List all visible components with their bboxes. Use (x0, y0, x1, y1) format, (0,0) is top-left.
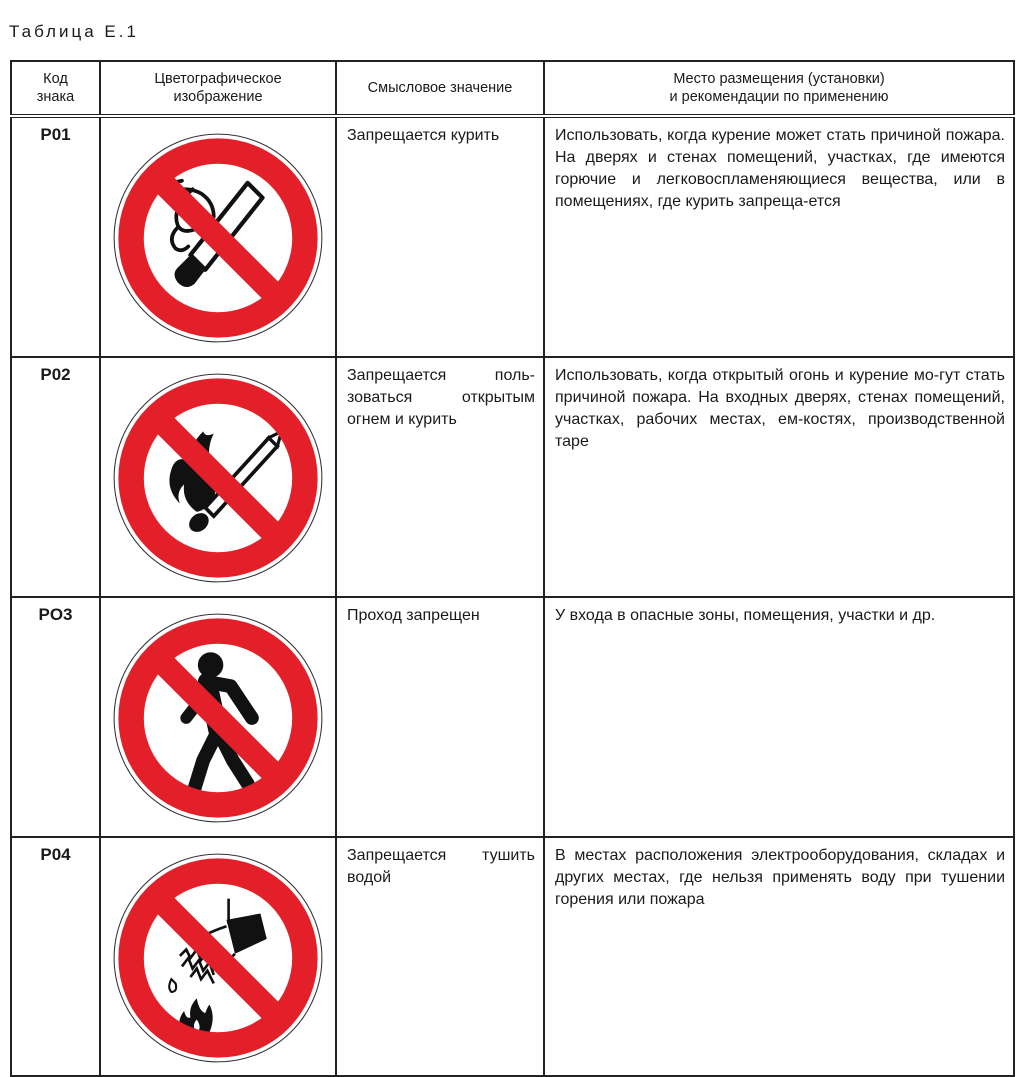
header-placement-line2: и рекомендации по применению (669, 89, 889, 105)
table-row (11, 357, 1014, 597)
sign-meaning: Проход запрещен (336, 597, 544, 837)
table-row (11, 597, 1014, 837)
sign-meaning: Запрещается курить (336, 116, 544, 357)
sign-placement: У входа в опасные зоны, помещения, участки и др. (544, 597, 1014, 837)
sign-placement: Использовать, когда курение может стать причиной пожара. На дверях и стенах помещений, участках, где имеются горючие и легковоспламеняющиеся вещества, или в помещениях, где курить запреща-ется (544, 116, 1014, 357)
sign-meaning: Запрещается тушить водой (336, 837, 544, 1076)
sign-placement: Использовать, когда открытый огонь и курение мо-гут стать причиной пожара. На входных дверях, стенах помещений, участках, рабочих местах, ем-костях, производственной таре (544, 357, 1014, 597)
sign-code: PO3 (11, 597, 100, 837)
header-meaning (336, 61, 544, 116)
header-code-line2: знака (36, 89, 75, 105)
table-title: Таблица Е.1 (9, 22, 139, 41)
sign-image-cell (100, 837, 336, 1076)
sign-placement: В местах расположения электрооборудования, складах и других местах, где нельзя применять воду при тушении горения или пожара (544, 837, 1014, 1076)
table-row (11, 116, 1014, 357)
header-code-line1: Код (43, 71, 68, 87)
no-smoking-sign-icon (112, 132, 324, 344)
no-water-extinguishing-sign-icon (112, 852, 324, 1064)
no-open-flame-sign-icon (112, 372, 324, 584)
header-placement-line1: Место размещения (установки) (673, 71, 885, 87)
sign-code: P02 (11, 357, 100, 597)
sign-image-cell (100, 597, 336, 837)
sign-image-cell (100, 116, 336, 357)
sign-code: P01 (11, 116, 100, 357)
no-pedestrians-sign-icon (112, 612, 324, 824)
sign-code: P04 (11, 837, 100, 1076)
header-code (11, 61, 100, 116)
header-placement (544, 61, 1014, 116)
header-image-line2: изображение (173, 89, 263, 105)
sign-meaning: Запрещается поль-зоваться открытым огнем и курить (336, 357, 544, 597)
header-image (100, 61, 336, 116)
table-row (11, 837, 1014, 1076)
header-image-line1: Цветографическое (154, 71, 282, 87)
header-meaning-line1: Смысловое значение (367, 80, 513, 96)
prohibition-signs-table (10, 60, 1015, 1077)
sign-image-cell (100, 357, 336, 597)
table-header-row (11, 61, 1014, 116)
